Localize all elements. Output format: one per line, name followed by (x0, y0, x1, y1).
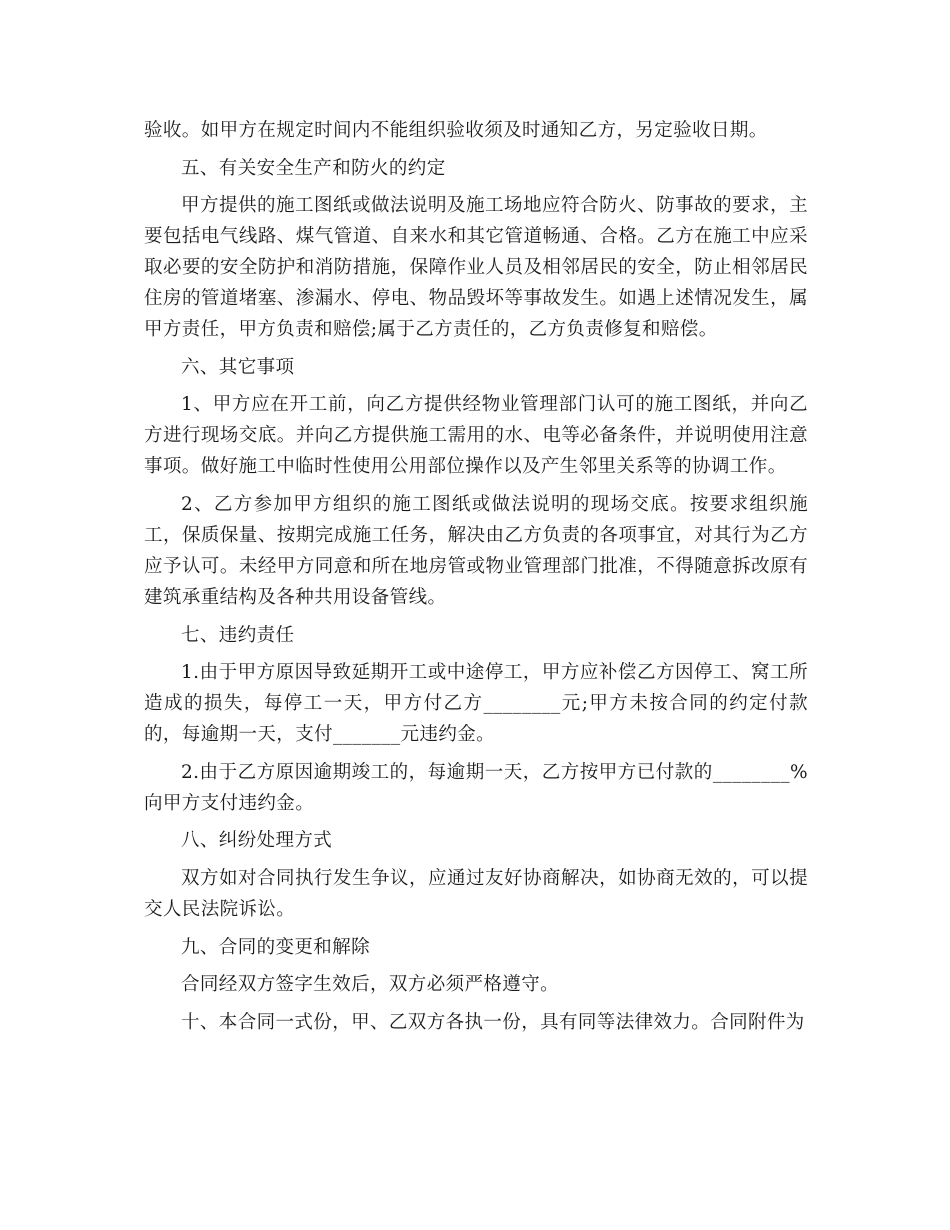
paragraph-breach-2: 2.由于乙方原因逾期竣工的，每逾期一天，乙方按甲方已付款的________%向甲方支付违约金。 (144, 761, 808, 814)
paragraph-other-matters-2: 2、乙方参加甲方组织的施工图纸或做法说明的现场交底。按要求组织施工，保质保量、按期完成施工任务，解决由乙方负责的各项事宜，对其行为乙方应予认可。未经甲方同意和所在地房管或物业管理部门批准，不得随意拆改原有建筑承重结构及各种共用设备管线。 (144, 493, 808, 608)
heading-change-termination: 九、合同的变更和解除 (181, 936, 371, 958)
paragraph-acceptance-tail: 验收。如甲方在规定时间内不能组织验收须及时通知乙方，另定验收日期。 (144, 120, 768, 141)
paragraph-copies: 十、本合同一式份，甲、乙双方各执一份，具有同等法律效力。合同附件为 (181, 1011, 805, 1033)
paragraph-dispute-resolution: 双方如对合同执行发生争议，应通过友好协商解决，如协商无效的，可以提交人民法院诉讼。 (144, 867, 808, 920)
paragraph-safety-fire: 甲方提供的施工图纸或做法说明及施工场地应符合防火、防事故的要求，主要包括电气线路、煤气管道、自来水和其它管道畅通、合格。乙方在施工中应采取必要的安全防护和消防措施，保障作业人员及相邻居民的安全，防止相邻居民住房的管道堵塞、渗漏水、停电、物品毁坏等事故发生。如遇上述情况发生，属甲方责任，甲方负责和赔偿;属于乙方责任的，乙方负责修复和赔偿。 (144, 195, 808, 341)
document-body (144, 115, 808, 1044)
paragraph-other-matters-1: 1、甲方应在开工前，向乙方提供经物业管理部门认可的施工图纸，并向乙方进行现场交底。并向乙方提供施工需用的水、电等必备条件，并说明使用注意事项。做好施工中临时性使用公用部位操作以及产生邻里关系等的协调工作。 (144, 394, 808, 478)
heading-other-matters: 六、其它事项 (181, 356, 295, 378)
paragraph-breach-1: 1.由于甲方原因导致延期开工或中途停工，甲方应补偿乙方因停工、窝工所造成的损失，每停工一天，甲方付乙方________元;甲方未按合同的约定付款的，每逾期一天，支付_______元违约金。 (144, 662, 808, 746)
heading-breach-liability: 七、违约责任 (181, 624, 295, 646)
heading-safety-fire: 五、有关安全生产和防火的约定 (181, 157, 446, 179)
paragraph-change-termination: 合同经双方签字生效后，双方必须严格遵守。 (181, 974, 560, 996)
heading-dispute-resolution: 八、纠纷处理方式 (181, 830, 333, 852)
